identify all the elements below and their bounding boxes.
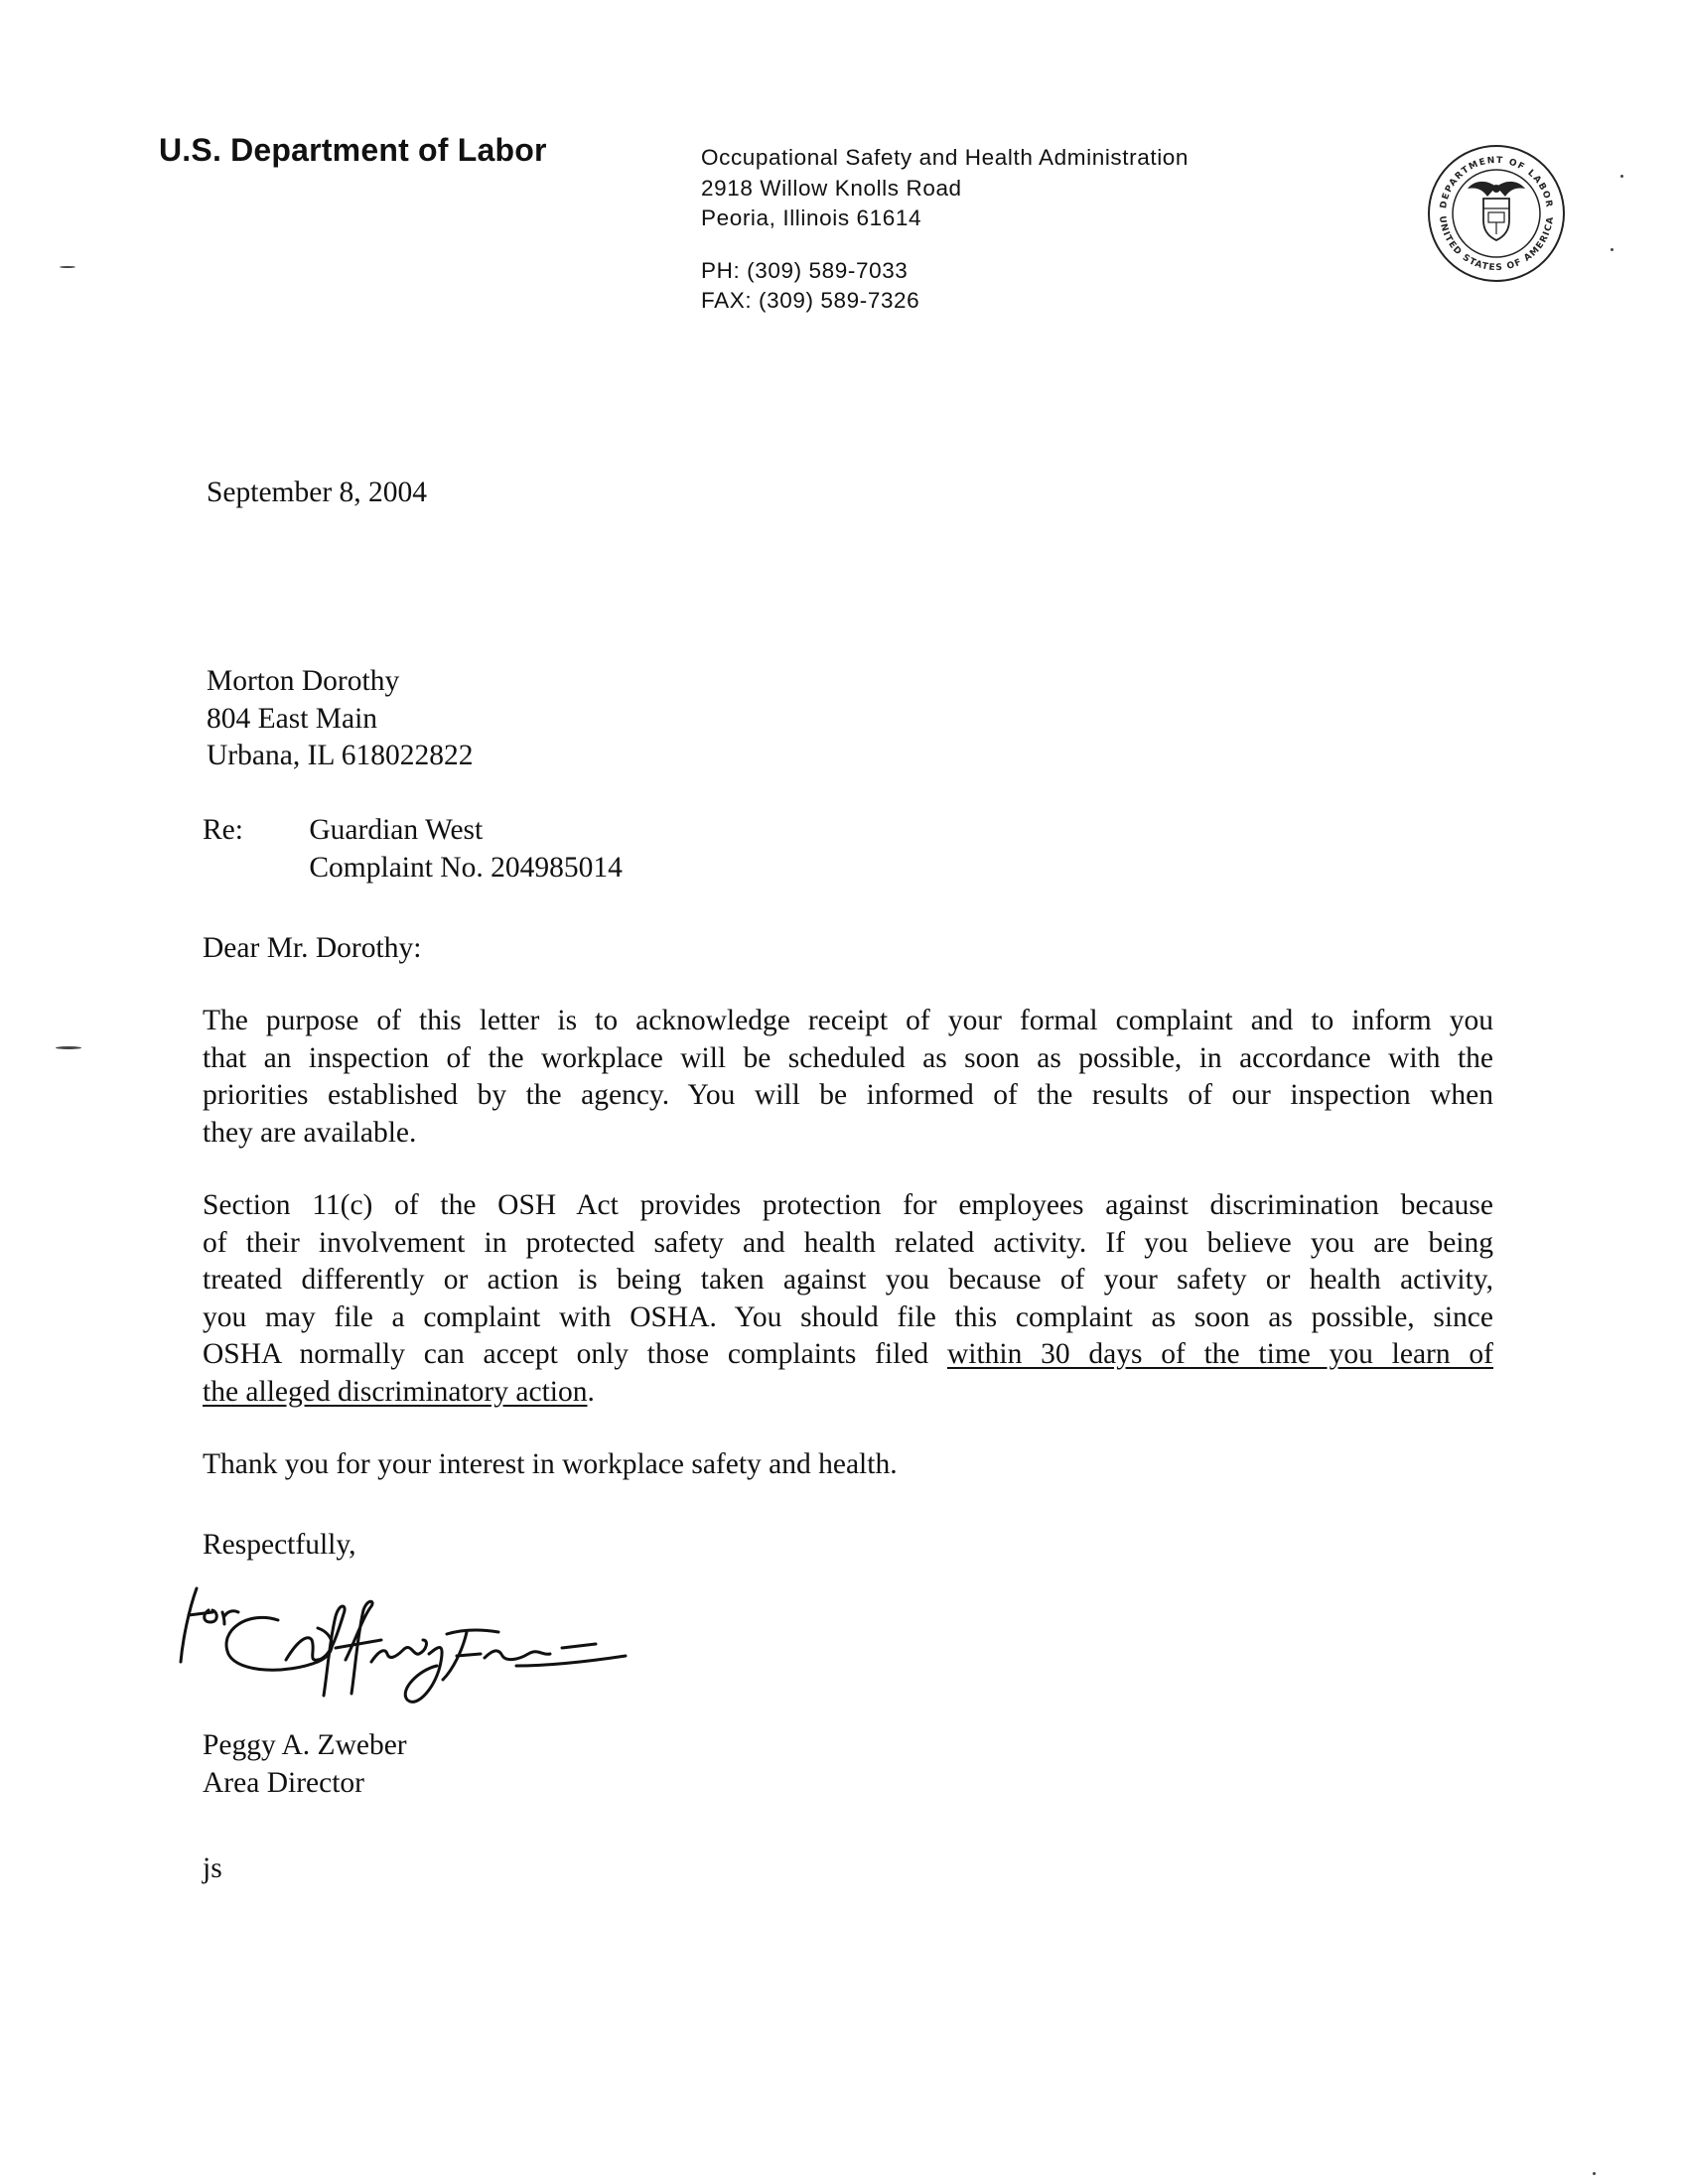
paragraph-line: Section 11(c) of the OSH Act provides protection for employees against discrimination because (203, 1189, 1493, 1221)
signer-name: Peggy A. Zweber (203, 1729, 407, 1761)
paragraph-line (203, 1374, 1493, 1412)
handwritten-signature (169, 1570, 665, 1719)
reference-label: Re: (203, 814, 243, 846)
scan-mark (56, 1046, 81, 1049)
thank-you-line: Thank you for your interest in workplace safety and health. (203, 1448, 898, 1480)
paragraph-line: treated differently or action is being taken against you because of your safety or health activity, (203, 1264, 1493, 1296)
department-seal-icon (1426, 143, 1567, 284)
reference-block (203, 812, 623, 887)
paragraph-acknowledgement (203, 1003, 1493, 1152)
signer-block (203, 1727, 407, 1802)
paragraph-line: of their involvement in protected safety and health related activity. If you believe you are being (203, 1226, 1493, 1259)
paragraph-line: priorities established by the agency. You will be informed of the results of our inspection when (203, 1079, 1493, 1111)
paragraph-section-11c (203, 1187, 1493, 1411)
line-text: OSHA normally can accept only those complaints filed (203, 1338, 947, 1370)
recipient-name: Morton Dorothy (207, 665, 400, 697)
paragraph-line: The purpose of this letter is to acknowledge receipt of your formal complaint and to inform you (203, 1005, 1493, 1036)
paragraph-line: they are available. (203, 1116, 417, 1149)
recipient-street: 804 East Main (207, 702, 378, 735)
office-fax: FAX: (309) 589-7326 (701, 288, 920, 313)
scan-mark (1620, 175, 1623, 178)
line-end-period: . (587, 1375, 595, 1408)
signature-prefix: for (169, 1582, 171, 1583)
office-phone: PH: (309) 589-7033 (701, 257, 909, 283)
deadline-underlined-text: within 30 days of the time you learn of (946, 1338, 1493, 1370)
reference-subject: Guardian West (309, 814, 484, 846)
office-name: Occupational Safety and Health Administration (701, 145, 1190, 170)
seal-bottom-text: UNITED STATES OF AMERICA (1436, 214, 1557, 274)
complaint-number: Complaint No. 204985014 (309, 851, 623, 884)
scan-mark (60, 266, 75, 268)
paragraph-line: that an inspection of the workplace will be scheduled as soon as possible, in accordance with the (203, 1041, 1493, 1074)
signature-name: Jeffrey Freie (169, 1584, 175, 1585)
salutation: Dear Mr. Dorothy: (203, 932, 422, 964)
recipient-city: Urbana, IL 618022822 (207, 740, 474, 771)
typist-initials: js (203, 1852, 222, 1884)
seal-top-text: DEPARTMENT OF LABOR (1439, 155, 1554, 209)
contact-block (701, 256, 1189, 317)
office-address-block (701, 143, 1189, 317)
agency-name: U.S. Department of Labor (159, 132, 547, 168)
svg-text:DEPARTMENT OF LABOR (1439, 156, 1554, 209)
letter-date: September 8, 2004 (207, 477, 428, 508)
scan-mark (1593, 2172, 1596, 2175)
signer-title: Area Director (203, 1766, 364, 1799)
office-city: Peoria, Illinois 61614 (701, 205, 922, 230)
deadline-underlined-text-cont: the alleged discriminatory action (203, 1375, 588, 1408)
paragraph-line: you may file a complaint with OSHA. You should file this complaint as soon as possible, since (203, 1300, 1493, 1333)
recipient-address (207, 663, 473, 775)
paragraph-line (203, 1336, 1493, 1374)
scan-mark (1611, 248, 1614, 251)
office-street: 2918 Willow Knolls Road (701, 175, 962, 201)
closing: Respectfully, (203, 1529, 356, 1561)
